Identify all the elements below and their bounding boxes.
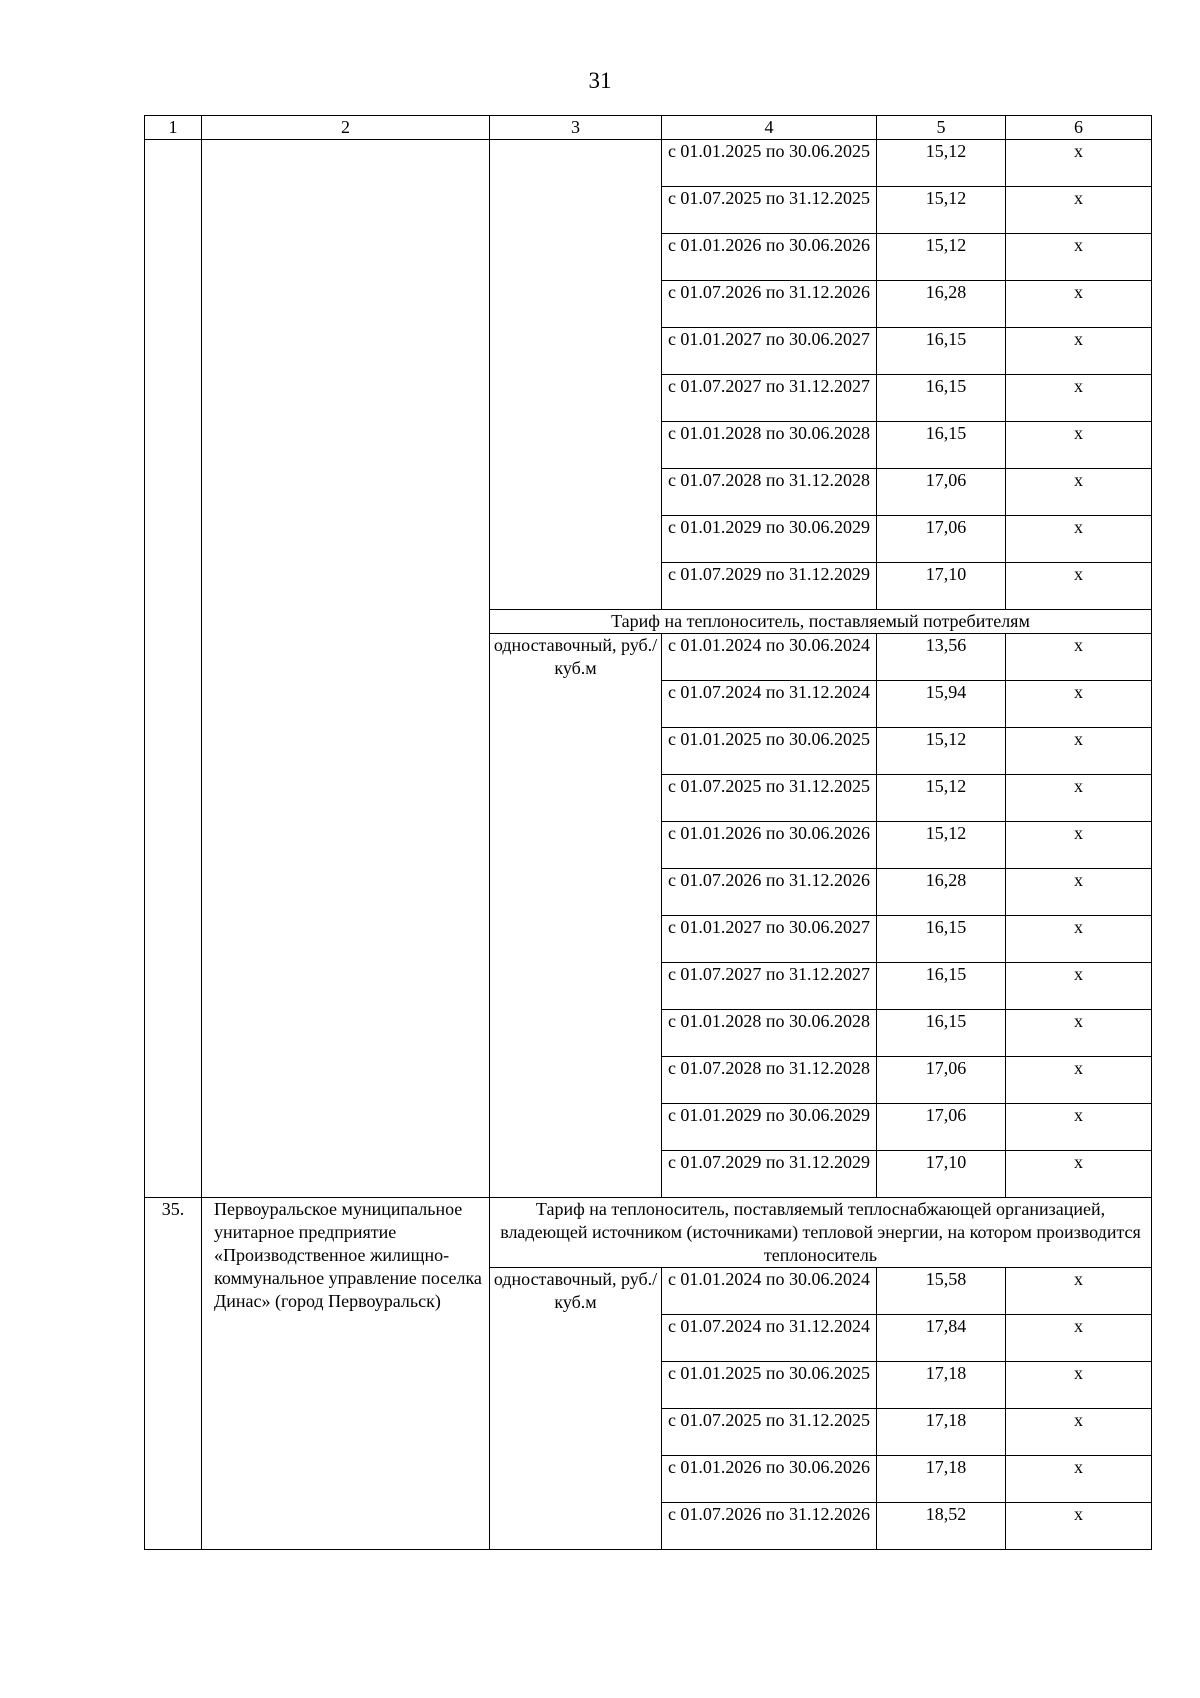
- period-cell: с 01.07.2029 по 31.12.2029: [662, 1151, 877, 1198]
- tariff-value-cell: 16,28: [877, 281, 1006, 328]
- column6-cell: х: [1006, 916, 1152, 963]
- column-header: 2: [202, 116, 490, 140]
- period-cell: с 01.01.2027 по 30.06.2027: [662, 916, 877, 963]
- tariff-value-cell: 16,15: [877, 375, 1006, 422]
- tariff-value-cell: 16,15: [877, 328, 1006, 375]
- tariff-value-cell: 17,18: [877, 1456, 1006, 1503]
- period-cell: с 01.01.2029 по 30.06.2029: [662, 1104, 877, 1151]
- tariff-value-cell: 13,56: [877, 634, 1006, 681]
- tariff-value-cell: 17,06: [877, 1104, 1006, 1151]
- column6-cell: х: [1006, 469, 1152, 516]
- period-cell: с 01.01.2025 по 30.06.2025: [662, 728, 877, 775]
- unit-cell: одноставочный, руб./куб.м: [490, 1268, 662, 1550]
- column6-cell: х: [1006, 1362, 1152, 1409]
- column-header: 1: [145, 116, 202, 140]
- column6-cell: х: [1006, 1151, 1152, 1198]
- unit-cell: одноставочный, руб./куб.м: [490, 634, 662, 1198]
- column6-cell: х: [1006, 187, 1152, 234]
- tariff-value-cell: 17,18: [877, 1409, 1006, 1456]
- index-cell-continued: [145, 140, 202, 1198]
- table-header-row: [145, 116, 1152, 140]
- column6-cell: х: [1006, 1409, 1152, 1456]
- period-cell: с 01.07.2024 по 31.12.2024: [662, 1315, 877, 1362]
- column-header: 4: [662, 116, 877, 140]
- period-cell: с 01.07.2025 по 31.12.2025: [662, 187, 877, 234]
- tariff-value-cell: 16,15: [877, 1010, 1006, 1057]
- tariff-value-cell: 15,12: [877, 822, 1006, 869]
- period-cell: с 01.01.2026 по 30.06.2026: [662, 234, 877, 281]
- tariff-value-cell: 17,06: [877, 1057, 1006, 1104]
- period-cell: с 01.01.2026 по 30.06.2026: [662, 822, 877, 869]
- table-row: [145, 140, 1152, 187]
- column6-cell: х: [1006, 681, 1152, 728]
- period-cell: с 01.01.2028 по 30.06.2028: [662, 1010, 877, 1057]
- column6-cell: х: [1006, 422, 1152, 469]
- period-cell: с 01.07.2029 по 31.12.2029: [662, 563, 877, 610]
- period-cell: с 01.01.2029 по 30.06.2029: [662, 516, 877, 563]
- column6-cell: х: [1006, 140, 1152, 187]
- column6-cell: х: [1006, 1456, 1152, 1503]
- tariff-value-cell: 15,12: [877, 234, 1006, 281]
- column6-cell: х: [1006, 1104, 1152, 1151]
- period-cell: с 01.01.2027 по 30.06.2027: [662, 328, 877, 375]
- period-cell: с 01.07.2025 по 31.12.2025: [662, 775, 877, 822]
- column6-cell: х: [1006, 516, 1152, 563]
- index-cell: 35.: [145, 1198, 202, 1550]
- tariff-value-cell: 16,15: [877, 422, 1006, 469]
- period-cell: с 01.01.2024 по 30.06.2024: [662, 634, 877, 681]
- tariff-value-cell: 15,12: [877, 728, 1006, 775]
- column6-cell: х: [1006, 375, 1152, 422]
- tariff-value-cell: 16,15: [877, 916, 1006, 963]
- period-cell: с 01.01.2024 по 30.06.2024: [662, 1268, 877, 1315]
- tariff-value-cell: 17,84: [877, 1315, 1006, 1362]
- column6-cell: х: [1006, 869, 1152, 916]
- period-cell: с 01.01.2028 по 30.06.2028: [662, 422, 877, 469]
- tariff-value-cell: 16,28: [877, 869, 1006, 916]
- tariff-value-cell: 18,52: [877, 1503, 1006, 1550]
- column6-cell: х: [1006, 728, 1152, 775]
- tariff-value-cell: 16,15: [877, 963, 1006, 1010]
- column6-cell: х: [1006, 963, 1152, 1010]
- column6-cell: х: [1006, 822, 1152, 869]
- organization-cell-continued: [202, 140, 490, 1198]
- organization-cell: Первоуральское муниципальное унитарное предприятие «Производственное жилищно-коммунальное управление поселка Динас» (город Первоуральск): [202, 1198, 490, 1550]
- tariff-value-cell: 15,12: [877, 140, 1006, 187]
- period-cell: с 01.07.2028 по 31.12.2028: [662, 1057, 877, 1104]
- column-header: 5: [877, 116, 1006, 140]
- period-cell: с 01.07.2025 по 31.12.2025: [662, 1409, 877, 1456]
- tariff-value-cell: 15,12: [877, 775, 1006, 822]
- column6-cell: х: [1006, 775, 1152, 822]
- tariff-value-cell: 15,58: [877, 1268, 1006, 1315]
- unit-cell-continued: [490, 140, 662, 610]
- tariff-value-cell: 15,94: [877, 681, 1006, 728]
- tariff-table: [144, 115, 1152, 1550]
- column6-cell: х: [1006, 234, 1152, 281]
- period-cell: с 01.07.2027 по 31.12.2027: [662, 963, 877, 1010]
- column-header: 3: [490, 116, 662, 140]
- column6-cell: х: [1006, 634, 1152, 681]
- tariff-value-cell: 17,10: [877, 1151, 1006, 1198]
- column6-cell: х: [1006, 1010, 1152, 1057]
- section-title-row: [145, 1198, 1152, 1268]
- period-cell: с 01.01.2026 по 30.06.2026: [662, 1456, 877, 1503]
- page-number: 31: [588, 68, 612, 93]
- column6-cell: х: [1006, 1268, 1152, 1315]
- tariff-value-cell: 17,10: [877, 563, 1006, 610]
- section-title: Тариф на теплоноситель, поставляемый потребителям: [490, 610, 1152, 634]
- column6-cell: х: [1006, 563, 1152, 610]
- tariff-value-cell: 15,12: [877, 187, 1006, 234]
- period-cell: с 01.07.2027 по 31.12.2027: [662, 375, 877, 422]
- period-cell: с 01.07.2026 по 31.12.2026: [662, 1503, 877, 1550]
- tariff-value-cell: 17,06: [877, 469, 1006, 516]
- section-title: Тариф на теплоноситель, поставляемый теплоснабжающей организацией, владеющей источником (источниками) тепловой энергии, на котором производится теплоноситель: [490, 1198, 1152, 1268]
- column6-cell: х: [1006, 281, 1152, 328]
- period-cell: с 01.07.2026 по 31.12.2026: [662, 281, 877, 328]
- period-cell: с 01.01.2025 по 30.06.2025: [662, 1362, 877, 1409]
- column6-cell: х: [1006, 1315, 1152, 1362]
- column6-cell: х: [1006, 1057, 1152, 1104]
- column6-cell: х: [1006, 1503, 1152, 1550]
- column6-cell: х: [1006, 328, 1152, 375]
- period-cell: с 01.01.2025 по 30.06.2025: [662, 140, 877, 187]
- tariff-value-cell: 17,18: [877, 1362, 1006, 1409]
- column-header: 6: [1006, 116, 1152, 140]
- period-cell: с 01.07.2028 по 31.12.2028: [662, 469, 877, 516]
- period-cell: с 01.07.2026 по 31.12.2026: [662, 869, 877, 916]
- period-cell: с 01.07.2024 по 31.12.2024: [662, 681, 877, 728]
- tariff-value-cell: 17,06: [877, 516, 1006, 563]
